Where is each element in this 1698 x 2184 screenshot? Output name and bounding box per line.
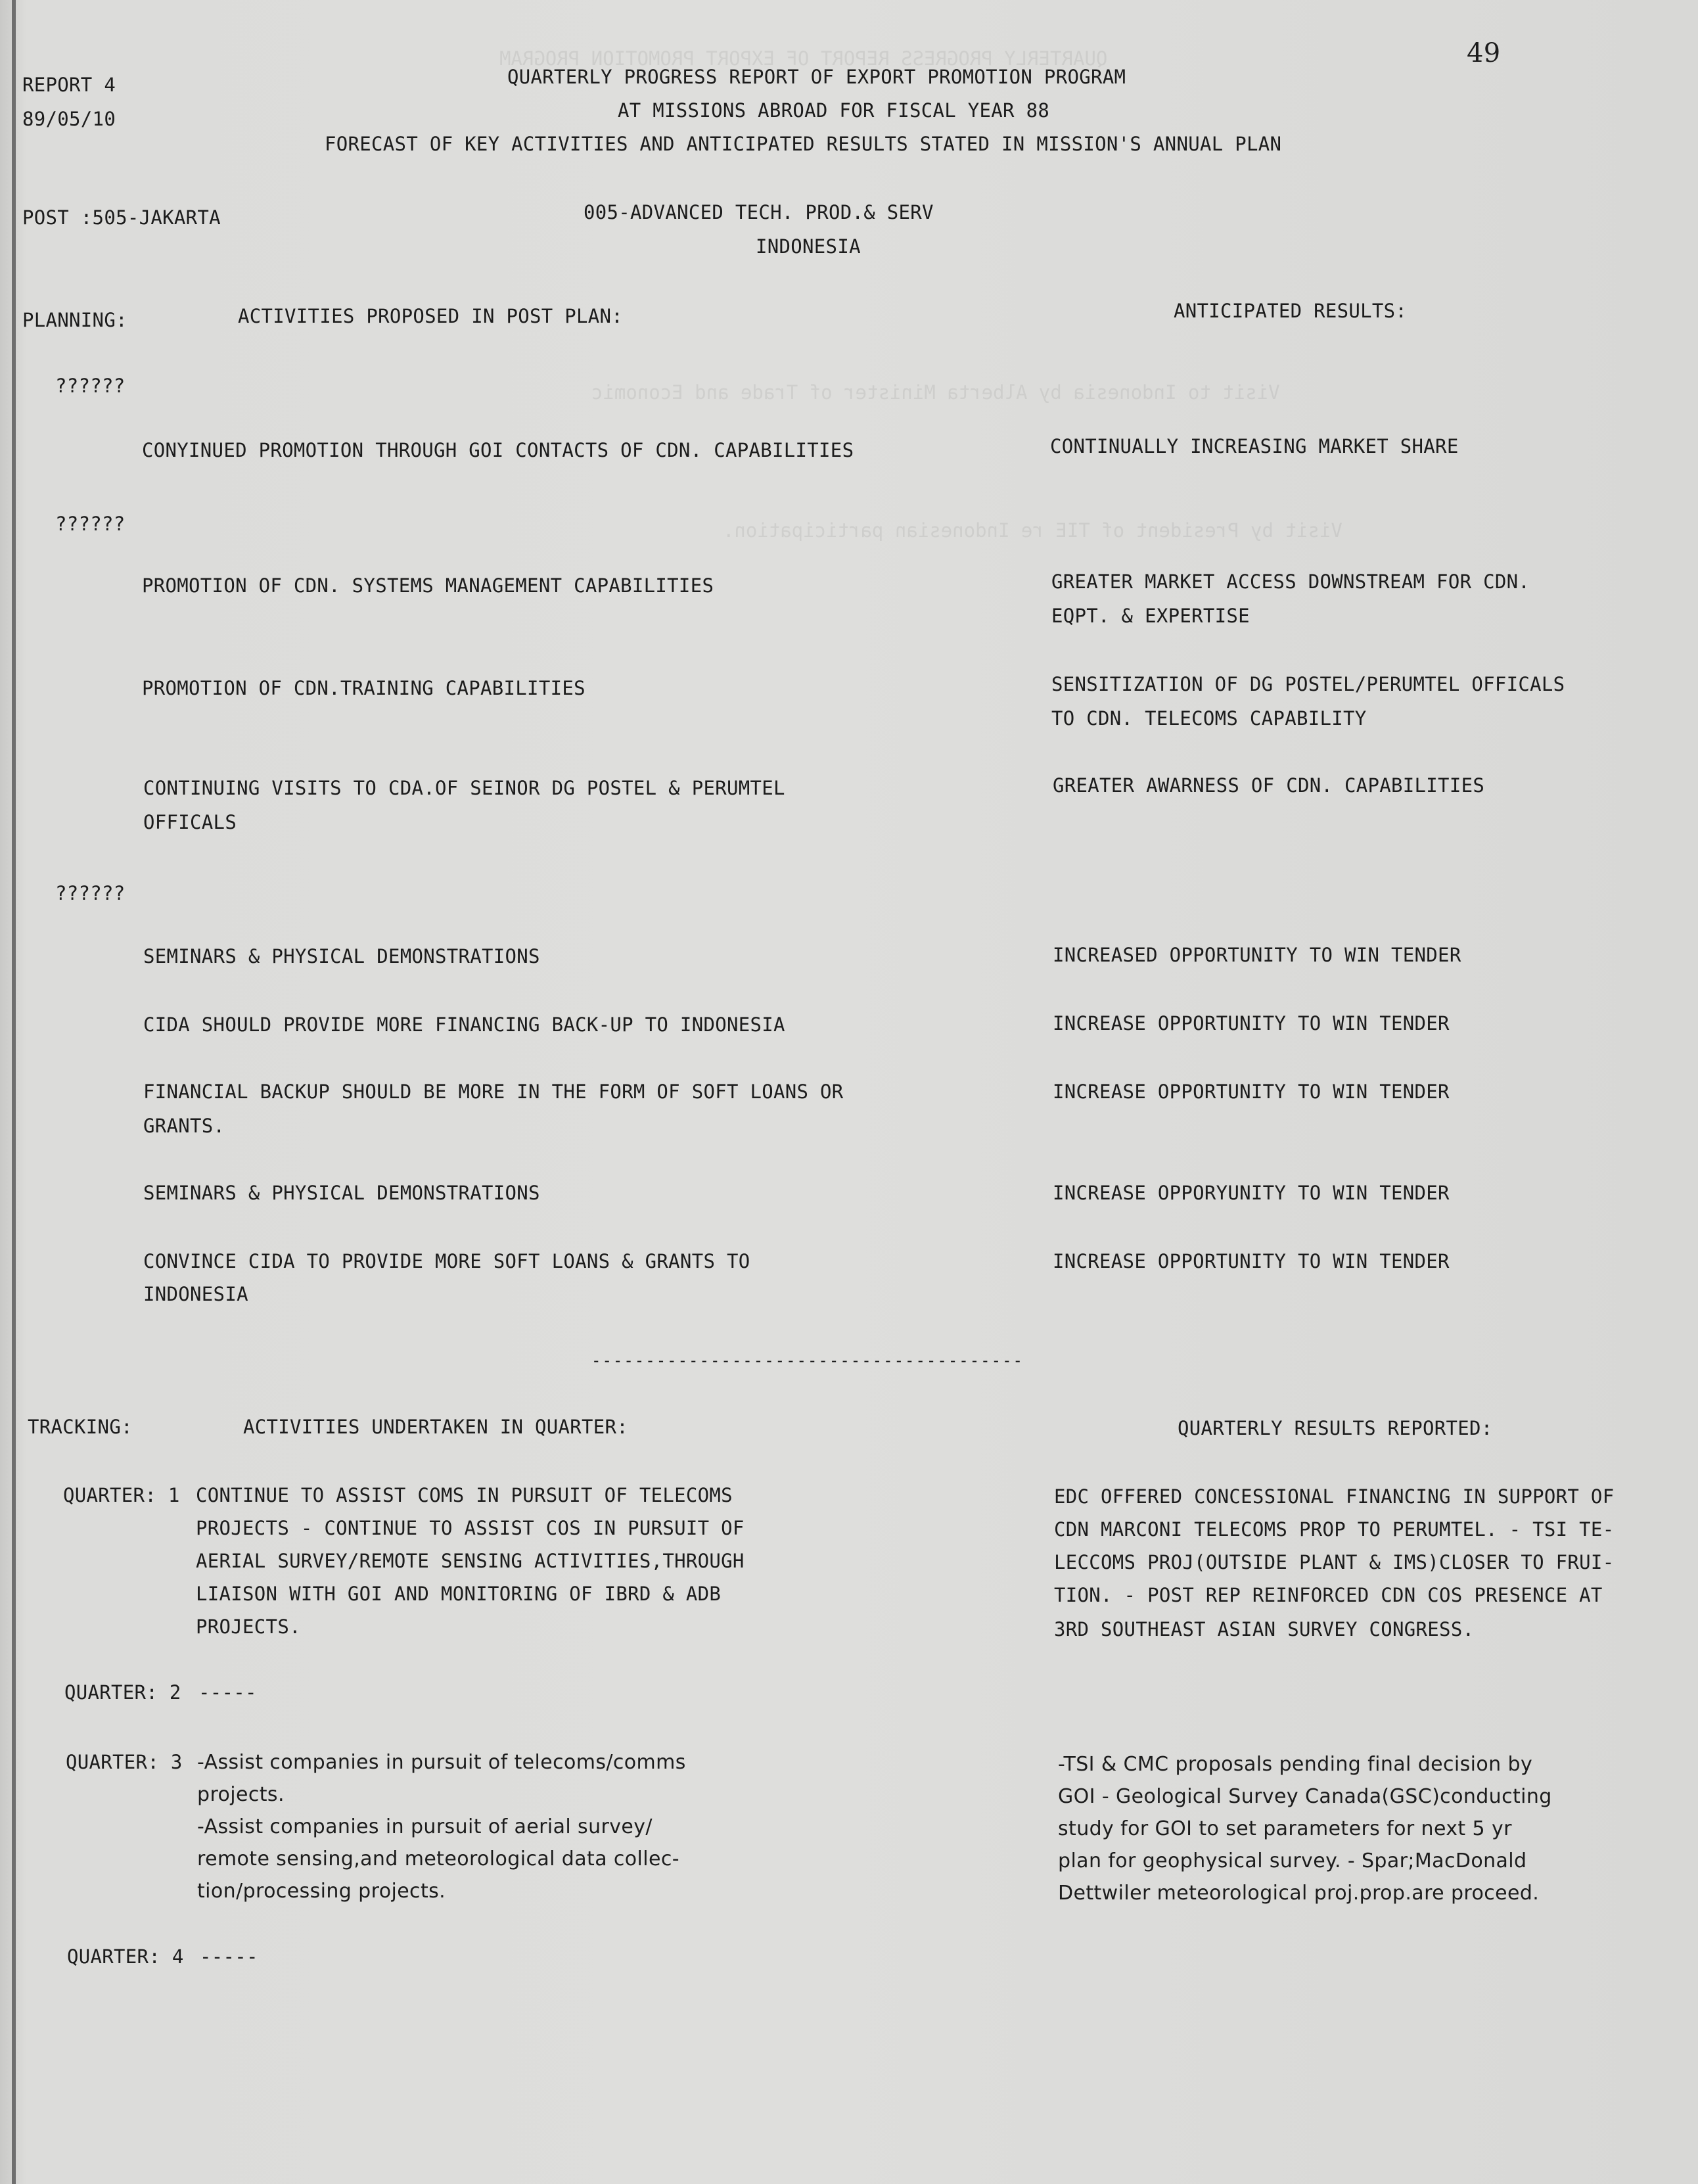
post-label: POST :505-JAKARTA [22,206,221,229]
quarter-activity-line: projects. [197,1783,285,1806]
bleed-through: Visit by President of TIE re Indonesian participation. [723,519,1342,542]
tracking-results-header: QUARTERLY RESULTS REPORTED: [1178,1417,1493,1439]
bleed-through: QUARTERLY PROGRESS REPORT OF EXPORT PROMOTION PROGRAM [499,47,1108,70]
anticipated-result: SENSITIZATION OF DG POSTEL/PERUMTEL OFFICALS [1051,673,1565,695]
quarter-label: QUARTER: 1 [63,1484,180,1506]
planning-results-header: ANTICIPATED RESULTS: [1174,300,1408,322]
planned-activity: SEMINARS & PHYSICAL DEMONSTRATIONS [143,1182,540,1204]
report-title-line-1: QUARTERLY PROGRESS REPORT OF EXPORT PROMOTION PROGRAM [507,66,1126,88]
quarter-result-line: EDC OFFERED CONCESSIONAL FINANCING IN SUPPORT OF [1054,1485,1615,1508]
quarter-result-line: study for GOI to set parameters for next 5 yr [1058,1817,1512,1840]
quarter-activity-line: PROJECTS. [196,1615,301,1638]
quarter-result-line: LECCOMS PROJ(OUTSIDE PLANT & IMS)CLOSER TO FRUI- [1054,1551,1615,1573]
binding-edge [12,0,16,2184]
planned-activity: SEMINARS & PHYSICAL DEMONSTRATIONS [143,945,540,967]
country-label: INDONESIA [756,235,861,258]
planning-label: PLANNING: [22,309,127,331]
planned-activity-cont: INDONESIA [143,1283,248,1305]
report-title-line-3: FORECAST OF KEY ACTIVITIES AND ANTICIPATED RESULTS STATED IN MISSION'S ANNUAL PLAN [325,133,1282,155]
quarter-activity-line: tion/processing projects. [197,1880,446,1903]
section-separator: ---------------------------------------- [591,1351,1024,1370]
quarter-result-line: plan for geophysical survey. - Spar;MacDonald [1058,1849,1527,1872]
quarter-result-line: TION. - POST REP REINFORCED CDN COS PRESENCE AT [1054,1584,1603,1606]
quarter-result-line: CDN MARCONI TELECOMS PROP TO PERUMTEL. - TSI TE- [1054,1518,1615,1541]
quarter-result-line: Dettwiler meteorological proj.prop.are proceed. [1058,1882,1540,1905]
anticipated-result: CONTINUALLY INCREASING MARKET SHARE [1050,435,1459,457]
planned-activity: PROMOTION OF CDN. SYSTEMS MANAGEMENT CAPABILITIES [142,574,714,597]
anticipated-result: GREATER AWARNESS OF CDN. CAPABILITIES [1053,774,1485,797]
group-marker: ?????? [55,513,126,535]
anticipated-result: GREATER MARKET ACCESS DOWNSTREAM FOR CDN. [1051,570,1530,593]
anticipated-result-cont: EQPT. & EXPERTISE [1051,605,1250,627]
planned-activity: CONYINUED PROMOTION THROUGH GOI CONTACTS OF CDN. CAPABILITIES [142,439,854,461]
quarter-result-line: 3RD SOUTHEAST ASIAN SURVEY CONGRESS. [1054,1618,1475,1640]
planning-activities-header: ACTIVITIES PROPOSED IN POST PLAN: [238,305,624,327]
anticipated-result-cont: TO CDN. TELECOMS CAPABILITY [1051,707,1367,730]
anticipated-result: INCREASE OPPORYUNITY TO WIN TENDER [1053,1182,1450,1204]
anticipated-result: INCREASE OPPORTUNITY TO WIN TENDER [1053,1080,1450,1103]
bleed-through: Visit to Indonesia by Alberta Minister of Trade and Economic [591,381,1280,404]
quarter-activity-line: ----- [200,1945,258,1968]
quarter-result-line: -TSI & CMC proposals pending final decision by [1058,1753,1533,1776]
planned-activity-cont: OFFICALS [143,811,237,833]
planned-activity: FINANCIAL BACKUP SHOULD BE MORE IN THE FORM OF SOFT LOANS OR [143,1080,844,1103]
planned-activity: CIDA SHOULD PROVIDE MORE FINANCING BACK-UP TO INDONESIA [143,1013,785,1036]
quarter-activity-line: -Assist companies in pursuit of aerial survey/ [197,1815,653,1838]
quarter-activity-line: -Assist companies in pursuit of telecoms/comms [197,1751,686,1774]
anticipated-result: INCREASED OPPORTUNITY TO WIN TENDER [1053,944,1461,966]
group-marker: ?????? [55,882,126,904]
planned-activity: CONTINUING VISITS TO CDA.OF SEINOR DG POSTEL & PERUMTEL [143,777,785,799]
quarter-activity-line: remote sensing,and meteorological data collec- [197,1847,680,1870]
quarter-activity-line: PROJECTS - CONTINUE TO ASSIST COS IN PURSUIT OF [196,1517,745,1539]
quarter-activity-line: LIAISON WITH GOI AND MONITORING OF IBRD & ADB [196,1583,722,1605]
quarter-label: QUARTER: 4 [67,1945,184,1968]
quarter-activity-line: ----- [198,1681,257,1704]
report-title-line-2: AT MISSIONS ABROAD FOR FISCAL YEAR 88 [618,99,1050,122]
quarter-result-line: GOI - Geological Survey Canada(GSC)conducting [1058,1785,1552,1808]
sector-label: 005-ADVANCED TECH. PROD.& SERV [584,201,934,223]
tracking-label: TRACKING: [28,1416,133,1438]
anticipated-result: INCREASE OPPORTUNITY TO WIN TENDER [1053,1012,1450,1034]
tracking-activities-header: ACTIVITIES UNDERTAKEN IN QUARTER: [243,1416,629,1438]
quarter-label: QUARTER: 3 [66,1751,183,1773]
planned-activity: CONVINCE CIDA TO PROVIDE MORE SOFT LOANS & GRANTS TO [143,1250,750,1272]
quarter-activity-line: CONTINUE TO ASSIST COMS IN PURSUIT OF TELECOMS [196,1484,733,1506]
group-marker: ?????? [55,375,126,397]
planned-activity-cont: GRANTS. [143,1115,225,1137]
quarter-activity-line: AERIAL SURVEY/REMOTE SENSING ACTIVITIES,THROUGH [196,1550,745,1572]
report-id: REPORT 4 [22,74,116,96]
planned-activity: PROMOTION OF CDN.TRAINING CAPABILITIES [142,677,585,699]
anticipated-result: INCREASE OPPORTUNITY TO WIN TENDER [1053,1250,1450,1272]
page-number: 49 [1467,38,1501,68]
quarter-label: QUARTER: 2 [64,1681,181,1704]
report-date: 89/05/10 [22,108,116,130]
